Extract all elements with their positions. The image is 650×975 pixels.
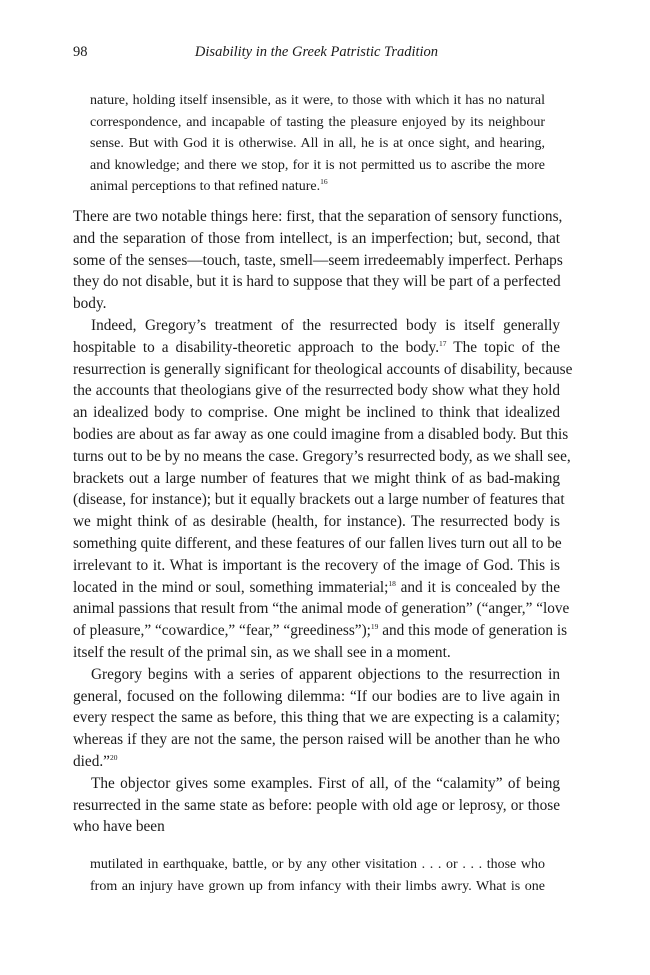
body-line: the accounts that theologians give of the resurrected body show what they hold <box>73 382 560 400</box>
body-line: Indeed, Gregory’s treatment of the resurrected body is itself generally <box>91 316 560 334</box>
footnote-ref: 16 <box>320 177 328 187</box>
body-line: bodies are about as far away as one could imagine from a disabled body. But this <box>73 425 569 443</box>
body-line: something quite different, and these features of our fallen lives turn out all to be <box>73 534 562 552</box>
page-header <box>73 44 560 66</box>
body-line: of pleasure,” “cowardice,” “fear,” “greediness”);$^{19}$ and this mode of generation is <box>73 622 568 640</box>
body-line: some of the senses—touch, taste, smell—seem irredeemably imperfect. Perhaps <box>73 251 563 269</box>
quote-line: nature, holding itself insensible, as it were, to those with which it has no natural <box>90 93 545 108</box>
footnote-ref: 18 <box>388 578 396 588</box>
body-line: The objector gives some examples. First of all, of the “calamity” of being <box>91 774 560 792</box>
footnote-ref: 19 <box>370 622 379 632</box>
page-number: 98 <box>73 44 88 60</box>
running-head: Disability in the Greek Patristic Tradition <box>194 44 439 60</box>
paragraph-1 <box>73 206 563 315</box>
body-line: resurrected in the same state as before: people with old age or leprosy, or those <box>73 796 560 814</box>
body-line: hospitable to a disability-theoretic approach to the body.$^{17}$ The topic of the <box>73 338 560 356</box>
quote-line: from an injury have grown up from infancy with their limbs awry. What is one <box>90 878 545 894</box>
body-line: brackets out a large number of features that we might think of as bad-making <box>73 469 560 487</box>
footnote-ref: 20 <box>109 752 118 762</box>
body-line: body. <box>73 295 107 313</box>
body-line: an idealized body to comprise. One might be inclined to think that idealized <box>73 404 560 422</box>
body-line: died.”$^{20}$ <box>73 752 118 770</box>
block-quote-1 <box>90 90 545 198</box>
quote-line: correspondence, and incapable of tasting the pleasure enjoyed by its neighbour <box>90 114 545 130</box>
paragraph-2 <box>73 315 573 664</box>
block-quote-2 <box>90 854 545 897</box>
body-line: There are two notable things here: first, that the separation of sensory functions, <box>73 208 563 225</box>
body-line: irrelevant to it. What is important is the recovery of the image of God. This is <box>73 556 560 574</box>
body-line: who have been <box>73 818 165 836</box>
paragraph-3 <box>73 664 560 773</box>
body-line: we might think of as desirable (health, for instance). The resurrected body is <box>73 513 560 531</box>
footnote-ref: 17 <box>439 338 447 348</box>
body-text <box>73 206 573 838</box>
body-line: general, focused on the following dilemma: “If our bodies are to live again in <box>73 687 560 705</box>
body-line: itself the result of the primal sin, as we shall see in a moment. <box>73 643 451 661</box>
body-line: every respect the same as before, this thing that we are expecting is a calamity; <box>73 709 560 727</box>
body-line: they do not disable, but it is hard to suppose that they will be part of a perfected <box>73 273 561 291</box>
paragraph-4 <box>73 773 560 838</box>
body-line: whereas if they are not the same, the person raised will be another than he who <box>73 731 560 749</box>
quote-line: and knowledge; and there we stop, for it is not permitted us to ascribe the more <box>90 157 545 173</box>
body-line: animal passions that result from “the animal mode of generation” (“anger,” “love <box>73 600 570 618</box>
body-line: (disease, for instance); but it equally brackets out a large number of features that <box>73 491 565 509</box>
quote-line-last: animal perceptions to that refined nature.$^{16}$ <box>90 177 328 195</box>
body-line: and the separation of those from intellect, is an imperfection; but, second, that <box>73 229 560 247</box>
quote-line: sense. But with God it is otherwise. All in all, he is at once sight, and hearing, <box>90 136 545 152</box>
body-line: resurrection is generally significant for theological accounts of disability, because <box>73 360 573 378</box>
body-line: located in the mind or soul, something immaterial;$^{18}$ and it is concealed by the <box>73 578 560 596</box>
body-line: Gregory begins with a series of apparent objections to the resurrection in <box>91 665 560 683</box>
body-line: turns out to be by no means the case. Gregory’s resurrected body, as we shall see, <box>73 447 571 465</box>
quote-line: mutilated in earthquake, battle, or by any other visitation . . . or . . . those who <box>90 857 545 872</box>
